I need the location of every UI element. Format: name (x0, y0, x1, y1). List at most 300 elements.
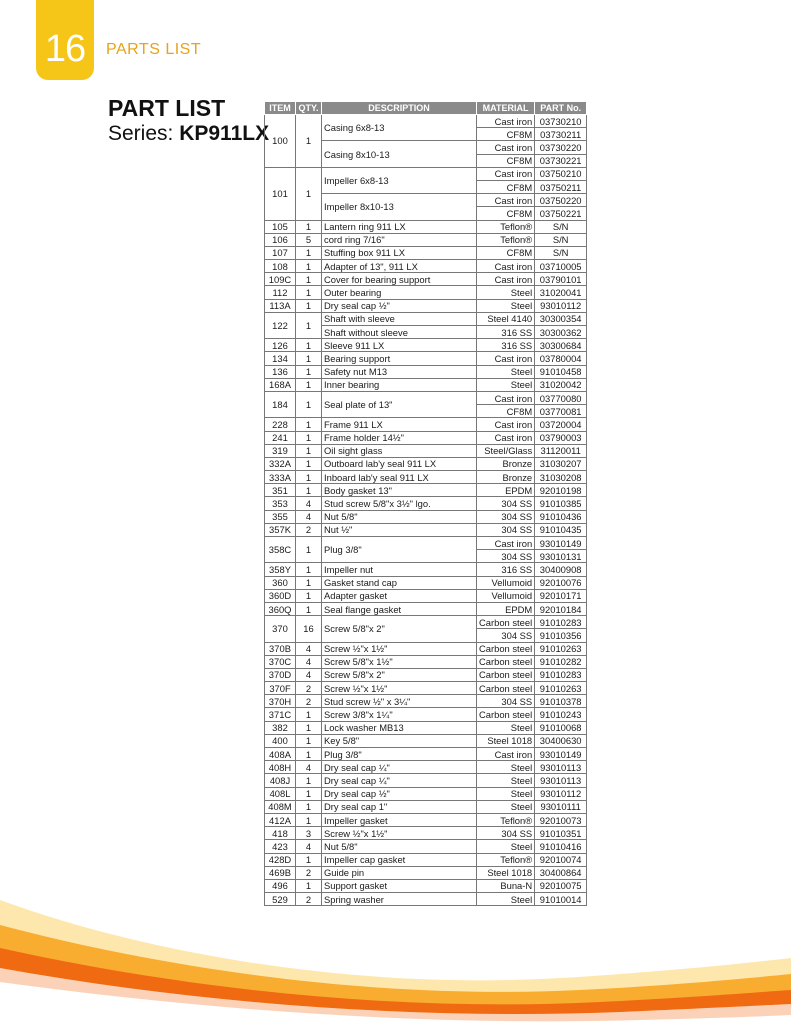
part-no-cell: S/N (535, 233, 587, 246)
part-no-cell: 30400908 (535, 563, 587, 576)
item-cell: 353 (265, 497, 296, 510)
description-cell: Stud screw 5/8"x 3½" lgo. (322, 497, 477, 510)
part-no-cell: 93010149 (535, 537, 587, 550)
part-no-cell: 91010436 (535, 510, 587, 523)
qty-cell: 1 (296, 471, 322, 484)
description-cell: Nut 5/8" (322, 510, 477, 523)
description-cell: Stuffing box 911 LX (322, 246, 477, 259)
qty-cell: 4 (296, 642, 322, 655)
description-cell: Safety nut M13 (322, 365, 477, 378)
item-cell: 241 (265, 431, 296, 444)
description-cell: Seal plate of 13" (322, 391, 477, 417)
description-cell: Shaft with sleeve (322, 312, 477, 325)
part-no-cell: 92010075 (535, 879, 587, 892)
item-cell: 370H (265, 695, 296, 708)
description-cell: Impeller cap gasket (322, 853, 477, 866)
qty-cell: 3 (296, 827, 322, 840)
material-cell: Carbon steel (477, 668, 535, 681)
item-cell: 360 (265, 576, 296, 589)
qty-cell: 1 (296, 563, 322, 576)
qty-cell: 1 (296, 787, 322, 800)
part-no-cell: 03750210 (535, 167, 587, 180)
table-row (265, 642, 587, 655)
page-number-tab (36, 0, 94, 80)
description-cell: Frame holder 14½" (322, 431, 477, 444)
description-cell: Nut 5/8" (322, 840, 477, 853)
description-cell: Lantern ring 911 LX (322, 220, 477, 233)
header-material: MATERIAL (477, 102, 535, 115)
material-cell: EPDM (477, 484, 535, 497)
description-cell: Dry seal cap 1" (322, 800, 477, 813)
item-cell: 408L (265, 787, 296, 800)
qty-cell: 2 (296, 523, 322, 536)
item-cell: 370D (265, 668, 296, 681)
table-row (265, 576, 587, 589)
material-cell: CF8M (477, 207, 535, 220)
header-description: DESCRIPTION (322, 102, 477, 115)
table-row (265, 616, 587, 629)
table-row (265, 352, 587, 365)
qty-cell: 1 (296, 484, 322, 497)
material-cell: Cast iron (477, 352, 535, 365)
description-cell: Casing 8x10-13 (322, 141, 477, 167)
material-cell: Cast iron (477, 537, 535, 550)
description-cell: Dry seal cap ½" (322, 299, 477, 312)
description-cell: Body gasket 13" (322, 484, 477, 497)
item-cell: 112 (265, 286, 296, 299)
qty-cell: 1 (296, 721, 322, 734)
qty-cell: 1 (296, 774, 322, 787)
item-cell: 418 (265, 827, 296, 840)
qty-cell: 1 (296, 365, 322, 378)
parts-table (264, 101, 587, 906)
item-cell: 382 (265, 721, 296, 734)
table-row (265, 734, 587, 747)
table-row (265, 668, 587, 681)
item-cell: 134 (265, 352, 296, 365)
material-cell: Bronze (477, 471, 535, 484)
material-cell: Steel (477, 721, 535, 734)
item-cell: 108 (265, 260, 296, 273)
material-cell: 316 SS (477, 563, 535, 576)
part-no-cell: 93010112 (535, 299, 587, 312)
description-cell: Bearing support (322, 352, 477, 365)
description-cell: Adapter gasket (322, 589, 477, 602)
description-cell: Lock washer MB13 (322, 721, 477, 734)
material-cell: Carbon steel (477, 616, 535, 629)
material-cell: 304 SS (477, 827, 535, 840)
part-no-cell: 31020041 (535, 286, 587, 299)
header-qty: QTY. (296, 102, 322, 115)
description-cell: cord ring 7/16" (322, 233, 477, 246)
decorative-swoosh (0, 840, 791, 1024)
description-cell: Seal flange gasket (322, 602, 477, 615)
part-no-cell: 91010283 (535, 616, 587, 629)
part-no-cell: 03790003 (535, 431, 587, 444)
part-no-cell: 03730210 (535, 115, 587, 128)
item-cell: 408A (265, 748, 296, 761)
item-cell: 412A (265, 813, 296, 826)
part-no-cell: 30400630 (535, 734, 587, 747)
material-cell: Cast iron (477, 418, 535, 431)
qty-cell: 1 (296, 589, 322, 602)
material-cell: 304 SS (477, 510, 535, 523)
page-number: 16 (44, 28, 86, 70)
part-no-cell: 91010282 (535, 655, 587, 668)
part-no-cell: 03750220 (535, 194, 587, 207)
material-cell: 304 SS (477, 695, 535, 708)
item-cell: 360D (265, 589, 296, 602)
section-title: PARTS LIST (106, 41, 202, 58)
material-cell: Vellumoid (477, 589, 535, 602)
item-cell: 496 (265, 879, 296, 892)
qty-cell: 1 (296, 352, 322, 365)
table-row (265, 418, 587, 431)
table-row (265, 260, 587, 273)
material-cell: Buna-N (477, 879, 535, 892)
description-cell: Dry seal cap ¼" (322, 774, 477, 787)
description-cell: Frame 911 LX (322, 418, 477, 431)
qty-cell: 1 (296, 537, 322, 563)
part-no-cell: 03770080 (535, 391, 587, 404)
table-row (265, 695, 587, 708)
material-cell: Cast iron (477, 115, 535, 128)
qty-cell: 1 (296, 260, 322, 273)
description-cell: Screw ½"x 1½" (322, 827, 477, 840)
part-no-cell: 93010113 (535, 774, 587, 787)
item-cell: 370F (265, 682, 296, 695)
part-no-cell: 30300354 (535, 312, 587, 325)
item-cell: 122 (265, 312, 296, 338)
part-no-cell: 91010263 (535, 682, 587, 695)
description-cell: Support gasket (322, 879, 477, 892)
qty-cell: 1 (296, 444, 322, 457)
item-cell: 360Q (265, 602, 296, 615)
part-no-cell: 30300362 (535, 326, 587, 339)
description-cell: Impeller nut (322, 563, 477, 576)
material-cell: Steel (477, 761, 535, 774)
description-cell: Oil sight glass (322, 444, 477, 457)
material-cell: Cast iron (477, 391, 535, 404)
part-no-cell: 03770081 (535, 405, 587, 418)
item-cell: 529 (265, 893, 296, 906)
part-no-cell: S/N (535, 220, 587, 233)
description-cell: Adapter of 13", 911 LX (322, 260, 477, 273)
material-cell: Carbon steel (477, 642, 535, 655)
part-no-cell: 03730220 (535, 141, 587, 154)
table-row (265, 339, 587, 352)
part-no-cell: 31120011 (535, 444, 587, 457)
header-item: ITEM (265, 102, 296, 115)
material-cell: Carbon steel (477, 708, 535, 721)
description-cell: Screw ½"x 1½" (322, 642, 477, 655)
description-cell: Key 5/8" (322, 734, 477, 747)
qty-cell: 1 (296, 431, 322, 444)
part-no-cell: 93010131 (535, 550, 587, 563)
part-no-cell: 92010074 (535, 853, 587, 866)
material-cell: Carbon steel (477, 682, 535, 695)
table-row (265, 233, 587, 246)
table-row (265, 286, 587, 299)
description-cell: Dry seal cap ¼" (322, 761, 477, 774)
description-cell: Screw 5/8"x 1½" (322, 655, 477, 668)
qty-cell: 16 (296, 616, 322, 642)
qty-cell: 4 (296, 510, 322, 523)
table-row (265, 220, 587, 233)
qty-cell: 1 (296, 879, 322, 892)
qty-cell: 1 (296, 853, 322, 866)
item-cell: 333A (265, 471, 296, 484)
item-cell: 428D (265, 853, 296, 866)
qty-cell: 1 (296, 813, 322, 826)
material-cell: CF8M (477, 128, 535, 141)
part-no-cell: 91010351 (535, 827, 587, 840)
part-no-cell: 91010435 (535, 523, 587, 536)
item-cell: 370 (265, 616, 296, 642)
material-cell: Vellumoid (477, 576, 535, 589)
qty-cell: 1 (296, 299, 322, 312)
part-no-cell: 31020042 (535, 378, 587, 391)
description-cell: Outer bearing (322, 286, 477, 299)
item-cell: 184 (265, 391, 296, 417)
series-name: KP911LX (179, 122, 270, 145)
material-cell: Cast iron (477, 273, 535, 286)
material-cell: Steel (477, 286, 535, 299)
part-no-cell: 91010014 (535, 893, 587, 906)
part-no-cell: 93010112 (535, 787, 587, 800)
description-cell: Screw 5/8"x 2" (322, 668, 477, 681)
qty-cell: 1 (296, 418, 322, 431)
material-cell: Steel (477, 299, 535, 312)
item-cell: 423 (265, 840, 296, 853)
header-part-no: PART No. (535, 102, 587, 115)
part-no-cell: 30300684 (535, 339, 587, 352)
description-cell: Casing 6x8-13 (322, 115, 477, 141)
table-row (265, 721, 587, 734)
table-row (265, 312, 587, 325)
part-no-cell: 03730211 (535, 128, 587, 141)
part-no-cell: 93010149 (535, 748, 587, 761)
material-cell: Cast iron (477, 194, 535, 207)
part-no-cell: 31030208 (535, 471, 587, 484)
qty-cell: 2 (296, 893, 322, 906)
table-row (265, 523, 587, 536)
item-cell: 105 (265, 220, 296, 233)
part-no-cell: 93010113 (535, 761, 587, 774)
description-cell: Gasket stand cap (322, 576, 477, 589)
material-cell: Cast iron (477, 431, 535, 444)
item-cell: 136 (265, 365, 296, 378)
description-cell: Inner bearing (322, 378, 477, 391)
part-no-cell: 92010171 (535, 589, 587, 602)
qty-cell: 2 (296, 682, 322, 695)
item-cell: 469B (265, 866, 296, 879)
table-row (265, 748, 587, 761)
material-cell: Carbon steel (477, 655, 535, 668)
item-cell: 370B (265, 642, 296, 655)
part-no-cell: 92010076 (535, 576, 587, 589)
item-cell: 319 (265, 444, 296, 457)
item-cell: 370C (265, 655, 296, 668)
material-cell: Steel (477, 840, 535, 853)
material-cell: Steel/Glass (477, 444, 535, 457)
qty-cell: 5 (296, 233, 322, 246)
description-cell: Dry seal cap ½" (322, 787, 477, 800)
description-cell: Screw 3/8"x 1¼" (322, 708, 477, 721)
table-row (265, 563, 587, 576)
table-row (265, 682, 587, 695)
part-no-cell: 30400864 (535, 866, 587, 879)
material-cell: 304 SS (477, 523, 535, 536)
table-row (265, 510, 587, 523)
qty-cell: 1 (296, 576, 322, 589)
material-cell: Steel 4140 (477, 312, 535, 325)
table-row (265, 602, 587, 615)
part-no-cell: 91010243 (535, 708, 587, 721)
table-row (265, 655, 587, 668)
table-row (265, 471, 587, 484)
item-cell: 408M (265, 800, 296, 813)
qty-cell: 1 (296, 734, 322, 747)
qty-cell: 4 (296, 497, 322, 510)
table-row (265, 497, 587, 510)
item-cell: 357K (265, 523, 296, 536)
description-cell: Impeller 8x10-13 (322, 194, 477, 220)
qty-cell: 1 (296, 602, 322, 615)
item-cell: 408H (265, 761, 296, 774)
table-row (265, 800, 587, 813)
part-no-cell: 92010198 (535, 484, 587, 497)
material-cell: CF8M (477, 154, 535, 167)
material-cell: EPDM (477, 602, 535, 615)
item-cell: 126 (265, 339, 296, 352)
series-label: Series: (108, 122, 180, 145)
item-cell: 168A (265, 378, 296, 391)
description-cell: Outboard lab'y seal 911 LX (322, 457, 477, 470)
item-cell: 371C (265, 708, 296, 721)
material-cell: Steel (477, 787, 535, 800)
qty-cell: 1 (296, 286, 322, 299)
table-row (265, 115, 587, 128)
qty-cell: 1 (296, 167, 322, 220)
item-cell: 358C (265, 537, 296, 563)
part-no-cell: 03720004 (535, 418, 587, 431)
item-cell: 358Y (265, 563, 296, 576)
description-cell: Shaft without sleeve (322, 326, 477, 339)
description-cell: Impeller gasket (322, 813, 477, 826)
material-cell: 304 SS (477, 629, 535, 642)
part-no-cell: 91010283 (535, 668, 587, 681)
item-cell: 107 (265, 246, 296, 259)
table-row (265, 589, 587, 602)
part-no-cell: 03780004 (535, 352, 587, 365)
qty-cell: 4 (296, 761, 322, 774)
part-no-cell: 03710005 (535, 260, 587, 273)
part-no-cell: S/N (535, 246, 587, 259)
table-row (265, 431, 587, 444)
table-row (265, 167, 587, 180)
qty-cell: 1 (296, 378, 322, 391)
table-row (265, 444, 587, 457)
qty-cell: 4 (296, 840, 322, 853)
table-row (265, 391, 587, 404)
description-cell: Spring washer (322, 893, 477, 906)
material-cell: Steel 1018 (477, 866, 535, 879)
qty-cell: 1 (296, 339, 322, 352)
part-no-cell: 93010111 (535, 800, 587, 813)
item-cell: 332A (265, 457, 296, 470)
table-row (265, 787, 587, 800)
qty-cell: 2 (296, 695, 322, 708)
part-no-cell: 91010068 (535, 721, 587, 734)
qty-cell: 1 (296, 748, 322, 761)
qty-cell: 1 (296, 220, 322, 233)
material-cell: 304 SS (477, 550, 535, 563)
description-cell: Inboard lab'y seal 911 LX (322, 471, 477, 484)
page-heading: PART LIST (108, 95, 226, 121)
material-cell: 304 SS (477, 497, 535, 510)
table-row (265, 537, 587, 550)
description-cell: Nut ½" (322, 523, 477, 536)
part-no-cell: 91010416 (535, 840, 587, 853)
material-cell: Cast iron (477, 167, 535, 180)
item-cell: 351 (265, 484, 296, 497)
part-no-cell: 03730221 (535, 154, 587, 167)
item-cell: 400 (265, 734, 296, 747)
table-row (265, 299, 587, 312)
part-no-cell: 92010184 (535, 602, 587, 615)
item-cell: 113A (265, 299, 296, 312)
part-no-cell: 91010458 (535, 365, 587, 378)
material-cell: Steel (477, 774, 535, 787)
part-no-cell: 03750211 (535, 180, 587, 193)
description-cell: Screw ½"x 1½" (322, 682, 477, 695)
table-row (265, 365, 587, 378)
table-row (265, 246, 587, 259)
qty-cell: 1 (296, 273, 322, 286)
part-no-cell: 91010385 (535, 497, 587, 510)
table-row (265, 761, 587, 774)
material-cell: Teflon® (477, 233, 535, 246)
qty-cell: 1 (296, 115, 322, 168)
material-cell: Steel 1018 (477, 734, 535, 747)
material-cell: 316 SS (477, 339, 535, 352)
qty-cell: 4 (296, 668, 322, 681)
part-no-cell: 91010356 (535, 629, 587, 642)
material-cell: Bronze (477, 457, 535, 470)
qty-cell: 1 (296, 457, 322, 470)
material-cell: Steel (477, 893, 535, 906)
description-cell: Sleeve 911 LX (322, 339, 477, 352)
table-row (265, 484, 587, 497)
description-cell: Plug 3/8" (322, 537, 477, 563)
part-no-cell: 91010378 (535, 695, 587, 708)
table-row (265, 827, 587, 840)
material-cell: Steel (477, 800, 535, 813)
material-cell: Cast iron (477, 260, 535, 273)
material-cell: Steel (477, 365, 535, 378)
part-no-cell: 31030207 (535, 457, 587, 470)
material-cell: Teflon® (477, 813, 535, 826)
part-no-cell: 92010073 (535, 813, 587, 826)
material-cell: 316 SS (477, 326, 535, 339)
series-line (108, 122, 269, 146)
material-cell: Cast iron (477, 141, 535, 154)
item-cell: 109C (265, 273, 296, 286)
item-cell: 408J (265, 774, 296, 787)
table-row (265, 708, 587, 721)
table-header-row (265, 102, 587, 115)
